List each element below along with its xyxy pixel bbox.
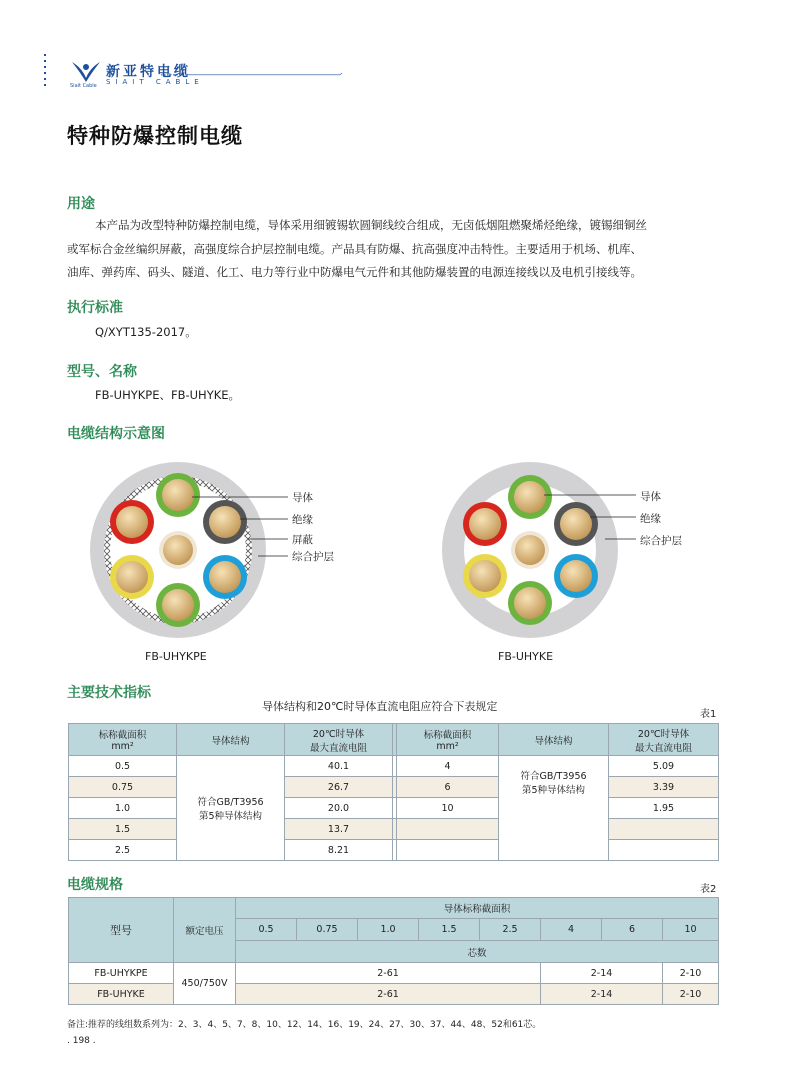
spec-heading: 电缆规格 xyxy=(67,877,123,893)
caption-fb-uhykpe: FB-UHYKPE xyxy=(145,650,207,663)
th-structure-2: 导体结构 xyxy=(499,724,609,756)
th-structure: 导体结构 xyxy=(177,724,285,756)
tech-heading: 主要技术指标 xyxy=(67,685,151,701)
structure-cell-2: 符合GB/T3956 第5种导体结构 xyxy=(499,756,609,861)
logo-small-text: Siait Cable xyxy=(70,83,97,89)
th-area-value: 1.5 xyxy=(419,919,480,941)
conductor-resistance-table xyxy=(68,723,719,861)
model-value: FB-UHYKPE、FB-UHYKE。 xyxy=(95,388,241,402)
table-row: 1.5 13.7 xyxy=(69,819,719,840)
th-area-value: 6 xyxy=(602,919,663,941)
usage-heading: 用途 xyxy=(67,196,95,212)
th-model: 型号 xyxy=(69,898,174,963)
cable-diagram-fb-uhyke xyxy=(440,455,720,645)
logo-icon xyxy=(70,58,102,84)
label-sheath: 综合护层 xyxy=(292,551,334,563)
th-area-value: 1.0 xyxy=(358,919,419,941)
label-conductor: 导体 xyxy=(292,492,313,504)
voltage-cell: 450/750V xyxy=(174,963,236,1005)
usage-line: 油库、弹药库、码头、隧道、化工、电力等行业中防爆电气元件和其他防爆装置的电源连接线以及电机引接线等。 xyxy=(67,265,642,279)
model-heading: 型号、名称 xyxy=(67,364,137,380)
th-area: 标称截面积 mm² xyxy=(69,724,177,756)
usage-line: 或军标合金丝编织屏蔽，高强度综合护层控制电缆。产品具有防爆、抗高强度冲击特性。主要适用于机场、机库、 xyxy=(67,241,642,256)
th-resistance-2: 20℃时导体 最大直流电阻 xyxy=(609,724,719,756)
page-title: 特种防爆控制电缆 xyxy=(67,124,243,148)
th-area-value: 0.5 xyxy=(236,919,297,941)
table2-tag: 表2 xyxy=(700,884,717,895)
table-row: 0.75 26.7 6 3.39 xyxy=(69,777,719,798)
standard-heading: 执行标准 xyxy=(67,300,123,316)
cable-spec-table xyxy=(68,897,719,1005)
table-row: 1.0 20.0 10 1.95 xyxy=(69,798,719,819)
diagram-heading: 电缆结构示意图 xyxy=(67,426,165,442)
table-row: FB-UHYKE 2-61 2-14 2-10 xyxy=(69,984,719,1005)
th-area-value: 0.75 xyxy=(297,919,358,941)
page-number: . 198 . xyxy=(67,1036,96,1046)
th-area-value: 10 xyxy=(663,919,719,941)
tech-subtitle: 导体结构和20℃时导体直流电阻应符合下表规定 xyxy=(262,700,498,713)
label-insulation-2: 绝缘 xyxy=(640,513,661,525)
brand-name: 新亚特电缆 xyxy=(106,64,191,80)
label-insulation: 绝缘 xyxy=(292,514,313,526)
label-conductor-2: 导体 xyxy=(640,491,661,503)
brand-name-en: SIAIT CABLE xyxy=(106,78,204,86)
table-row: 2.5 8.21 xyxy=(69,840,719,861)
label-sheath-2: 综合护层 xyxy=(640,535,682,547)
th-area-2: 标称截面积 mm² xyxy=(397,724,499,756)
label-shield: 屏蔽 xyxy=(292,534,313,546)
table1-tag: 表1 xyxy=(700,709,717,720)
th-area-value: 4 xyxy=(541,919,602,941)
th-voltage: 额定电压 xyxy=(174,898,236,963)
th-cores: 芯数 xyxy=(236,941,719,963)
th-area-value: 2.5 xyxy=(480,919,541,941)
table-row: 0.5 符合GB/T3956 第5种导体结构 40.1 4 符合GB/T3956 第5种导体结构 5.09 xyxy=(69,756,719,777)
usage-paragraph xyxy=(67,214,647,285)
standard-value: Q/XYT135-2017。 xyxy=(95,325,197,339)
footnote: 备注:推荐的线组数系列为：2、3、4、5、7、8、10、12、14、16、19、24、27、30、37、44、48、52和61芯。 xyxy=(67,1020,542,1030)
usage-line: 本产品为改型特种防爆控制电缆，导体采用细镀锡软圆铜线绞合组成，无卤低烟阻燃聚烯烃绝缘，镀锡细铜丝 xyxy=(95,218,647,232)
structure-cell: 符合GB/T3956 第5种导体结构 xyxy=(177,756,285,861)
header-dots-vertical xyxy=(40,52,50,92)
table-row: FB-UHYKPE 450/750V 2-61 2-14 2-10 xyxy=(69,963,719,984)
caption-fb-uhyke: FB-UHYKE xyxy=(498,650,554,663)
th-resistance: 20℃时导体 最大直流电阻 xyxy=(285,724,393,756)
th-conductor-area: 导体标称截面积 xyxy=(236,898,719,919)
